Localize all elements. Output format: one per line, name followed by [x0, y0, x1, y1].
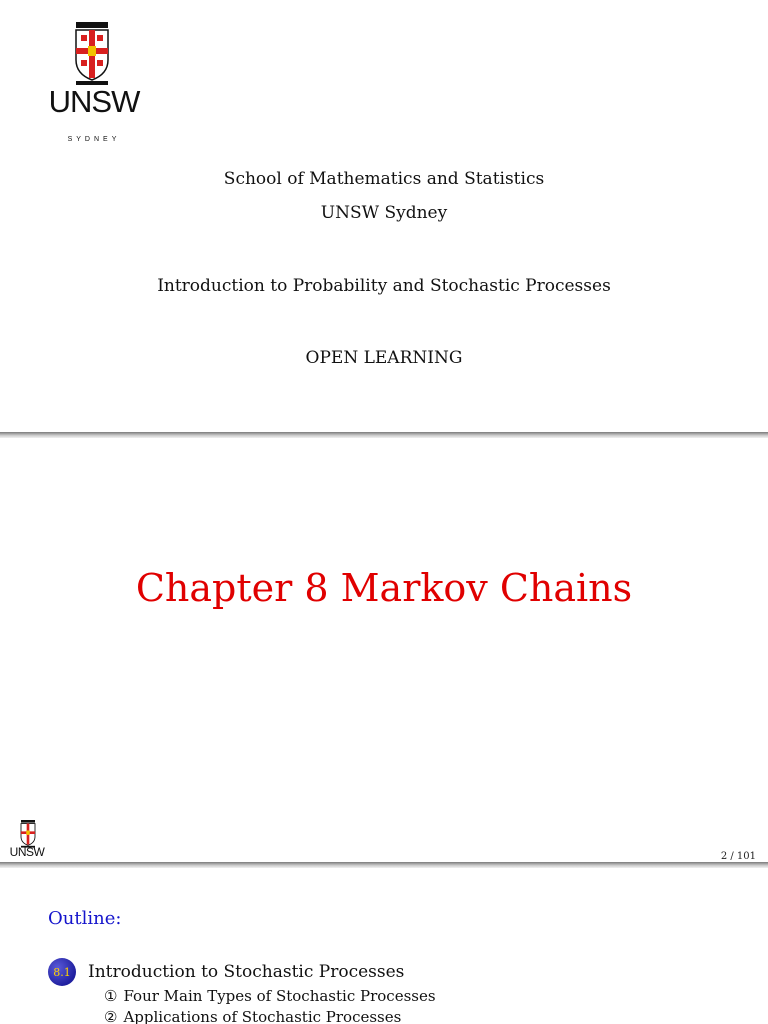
chapter-slide [0, 438, 768, 862]
title-slide [0, 0, 768, 432]
subsection-item[interactable] [104, 987, 436, 1005]
university-name: UNSW Sydney [320, 203, 448, 223]
chapter-heading: Chapter 8 Markov Chains [135, 566, 633, 610]
section-title: Introduction to Stochastic Processes [88, 962, 405, 982]
footer-logo [6, 820, 48, 860]
course-title: Introduction to Probability and Stochastic Processes [157, 276, 611, 296]
unsw-subtitle: SYDNEY [67, 136, 121, 143]
outline-title: Outline [48, 908, 116, 929]
unsw-crest-icon [74, 22, 110, 86]
footer-logo-wordmark: UNSW [9, 845, 45, 859]
unsw-wordmark: UNSW [48, 84, 140, 119]
section-item[interactable] [48, 958, 404, 986]
unsw-crest-icon [20, 820, 36, 848]
circled-one-icon: ① [104, 987, 118, 1005]
circled-two-icon: ② [104, 1008, 118, 1024]
subsection-label: Four Main Types of Stochastic Processes [123, 987, 436, 1005]
page-number: 2 / 101 [720, 851, 756, 862]
subsection-label: Applications of Stochastic Processes [123, 1008, 402, 1024]
section-number-badge: 8.1 [48, 958, 76, 986]
outline-slide [0, 868, 768, 1024]
subsection-item[interactable] [104, 1008, 401, 1024]
outline-colon: : [115, 908, 122, 929]
outline-heading [48, 908, 121, 929]
delivery-mode: OPEN LEARNING [305, 348, 463, 368]
school-name: School of Mathematics and Statistics [223, 169, 545, 189]
